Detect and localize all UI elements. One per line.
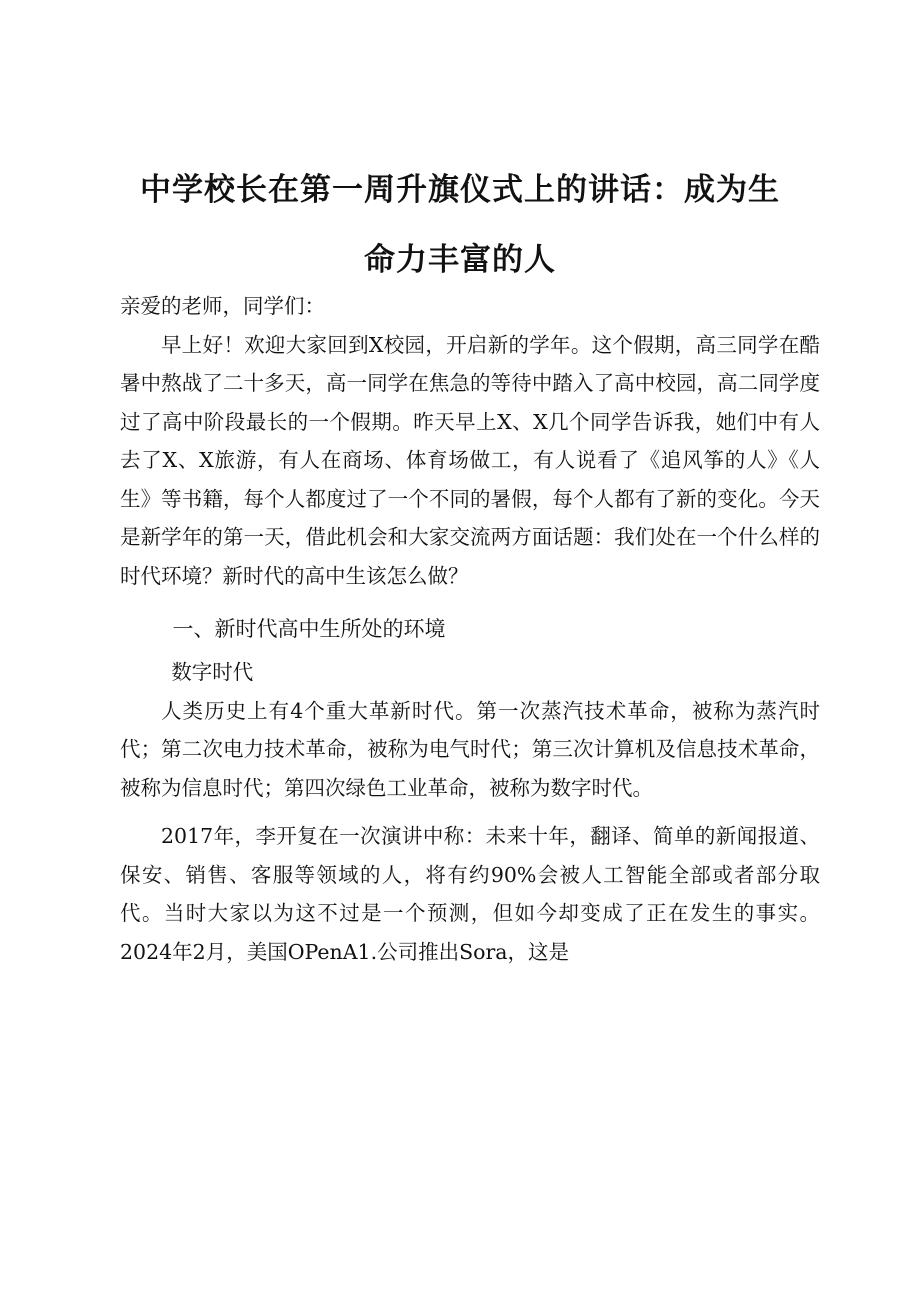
section-heading: 一、新时代高中生所处的环境 xyxy=(172,617,446,641)
paragraph-ai: 2017年，李开复在一次演讲中称：未来十年，翻译、简单的新闻报道、保安、销售、客服等领域的人，将有约90%会被人工智能全部或者部分取代。当时大家以为这不过是一个预测，但如今却变成了正在发生的事实。2024年2月，美国OPenA1.公司推出Sora，这是 xyxy=(120,824,820,964)
subsection-heading: 数字时代 xyxy=(171,660,254,684)
title-line-2: 命力丰富的人 xyxy=(364,242,556,278)
paragraph-eras: 人类历史上有4个重大革新时代。第一次蒸汽技术革命，被称为蒸汽时代；第二次电力技术革命，被称为电气时代；第三次计算机及信息技术革命，被称为信息时代；第四次绿色工业革命，被称为数字时代。 xyxy=(120,698,820,800)
salutation: 亲爱的老师，同学们： xyxy=(120,294,325,318)
document-body xyxy=(120,287,820,971)
title-line-1: 中学校长在第一周升旗仪式上的讲话：成为生 xyxy=(140,172,780,208)
paragraph-greeting: 早上好！欢迎大家回到X校园，开启新的学年。这个假期，高三同学在酷暑中熬战了二十多天，高一同学在焦急的等待中踏入了高中校园，高二同学度过了高中阶段最长的一个假期。昨天早上X、X几个同学告诉我，她们中有人去了X、X旅游，有人在商场、体育场做工，有人说看了《追风筝的人》《人生》等书籍，每个人都度过了一个不同的暑假，每个人都有了新的变化。今天是新学年的第一天，借此机会和大家交流两方面话题：我们处在一个什么样的时代环境？新时代的高中生该怎么做？ xyxy=(120,332,820,588)
